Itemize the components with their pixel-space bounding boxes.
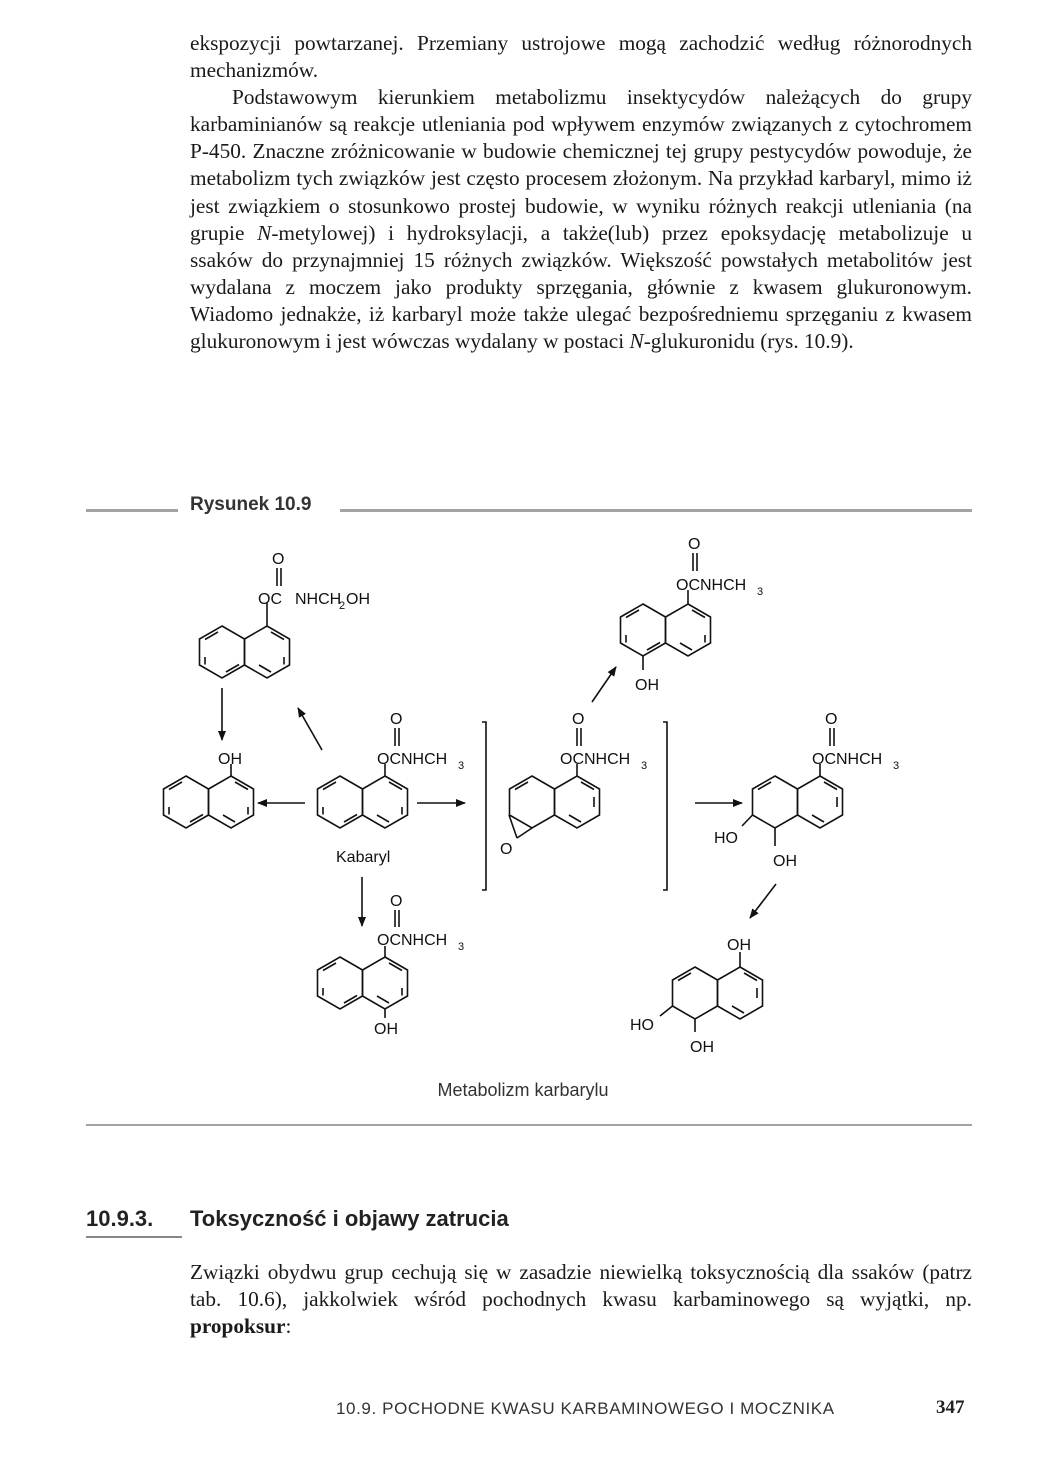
- naphthol: [164, 751, 254, 828]
- section-title: Toksyczność i objawy zatrucia: [190, 1206, 509, 1231]
- label-sub-3: 3: [641, 760, 648, 772]
- label-sub-3: 3: [458, 941, 465, 953]
- italic-n-1: N: [257, 220, 272, 245]
- paragraph-toxicity: [190, 1259, 972, 1340]
- label-o: O: [390, 711, 403, 728]
- epoxide-intermediate: [482, 711, 667, 890]
- italic-n-2: N: [629, 329, 644, 354]
- compound-name-kabaryl: Kabaryl: [336, 849, 391, 866]
- running-head: 10.9. POCHODNE KWASU KARBAMINOWEGO I MOCZNIKA: [336, 1399, 835, 1418]
- section-number-rule: [86, 1236, 182, 1238]
- arrow-n-methyl-oxidation: [298, 708, 322, 750]
- figure-caption: Metabolizm karbarylu: [437, 1080, 609, 1100]
- page-number: 347: [936, 1397, 965, 1418]
- label-oh: OH: [635, 677, 659, 694]
- hydroxy-carbaryl-5: [621, 536, 764, 694]
- paragraph-toxicity-part-1: Związki obydwu grup cechują się w zasadzie niewielką toksycznością dla ssaków (patrz tab. 10.6), jakkolwiek wśród pochodnych kwasu karbaminowego są wyjątki, np.: [190, 1260, 972, 1312]
- bracket-left: [482, 722, 486, 890]
- label-sub-2: 2: [339, 600, 346, 612]
- label-ocnhch: OCNHCH: [560, 751, 631, 768]
- label-oc: OC: [258, 591, 282, 608]
- label-o: O: [688, 536, 701, 553]
- arrow-5-hydroxylation: [592, 667, 616, 702]
- label-oh: OH: [727, 937, 751, 954]
- label-o: O: [825, 711, 838, 728]
- label-sub-3: 3: [893, 760, 900, 772]
- label-sub-3: 3: [757, 586, 764, 598]
- label-oh: OH: [218, 751, 242, 768]
- paragraph-metabolism-part-1: Podstawowym kierunkiem metabolizmu insektycydów należących do grupy karbaminianów są reakcje utleniania pod wpływem enzymów związanych z cytochromem P-450. Znaczne zróżnicowanie w budowie chemicznej tej grupy pestycydów powoduje, że metabolizm tych związków jest często procesem złożonym. Na przykład karbaryl, mimo iż jest związkiem o stosunkowo prostej budowie, w wyniku różnych reakcji utleniania (na grupie: [190, 85, 972, 245]
- figure-bottom-rule: [86, 1124, 972, 1126]
- label-o: O: [572, 711, 585, 728]
- section-number: 10.9.3.: [86, 1206, 154, 1231]
- paragraph-toxicity-part-2: :: [285, 1314, 292, 1339]
- paragraph-continuation: ekspozycji powtarzanej. Przemiany ustrojowe mogą zachodzić według różnorodnych mechanizmów.: [190, 31, 972, 83]
- arrow-hydrolysis-3: [750, 884, 776, 918]
- trihydroxy-naphthalene: [630, 937, 763, 1056]
- paragraph-metabolism-part-2: -metylowej) i hydroksylacji, a także(lub) przez epoksydację metabolizuje u ssaków do przynajmniej 15 różnych związków. Większość powstałych metabolitów jest wydalana z moczem jako produkty sprzęgania, głównie z kwasem glukuronowym. Wiadomo jednakże, iż karbaryl może także ulegać bezpośredniemu sprzęganiu z kwasem glukuronowym i jest wówczas wydalany w postaci: [190, 220, 972, 354]
- label-oh: OH: [690, 1039, 714, 1056]
- hydroxy-carbaryl-4: [318, 893, 465, 1038]
- label-oh: OH: [773, 853, 797, 870]
- bold-propoksur: propoksur: [190, 1314, 286, 1339]
- figure-title: Rysunek 10.9: [190, 494, 312, 515]
- label-ocnhch: OCNHCH: [377, 751, 448, 768]
- hydroxymethyl-carbaryl: [200, 551, 371, 678]
- label-ho: HO: [630, 1017, 654, 1034]
- label-o: O: [500, 841, 513, 858]
- label-ocnhch: OCNHCH: [812, 751, 883, 768]
- label-ocnhch: OCNHCH: [676, 577, 747, 594]
- label-sub-3: 3: [458, 760, 465, 772]
- dihydrodiol-carbaryl: [714, 711, 899, 870]
- body-text-bottom: [190, 1259, 972, 1340]
- label-oh: OH: [374, 1021, 398, 1038]
- carbaryl: [318, 711, 465, 866]
- label-nhch: NHCH: [295, 591, 342, 608]
- reaction-arrows: [222, 667, 776, 926]
- paragraph-metabolism-part-3: -glukuronidu (rys. 10.9).: [643, 329, 854, 354]
- label-oh: OH: [346, 591, 370, 608]
- label-ho: HO: [714, 830, 738, 847]
- label-o: O: [272, 551, 285, 568]
- label-ocnhch: OCNHCH: [377, 932, 448, 949]
- bracket-right: [663, 722, 667, 890]
- label-o: O: [390, 893, 403, 910]
